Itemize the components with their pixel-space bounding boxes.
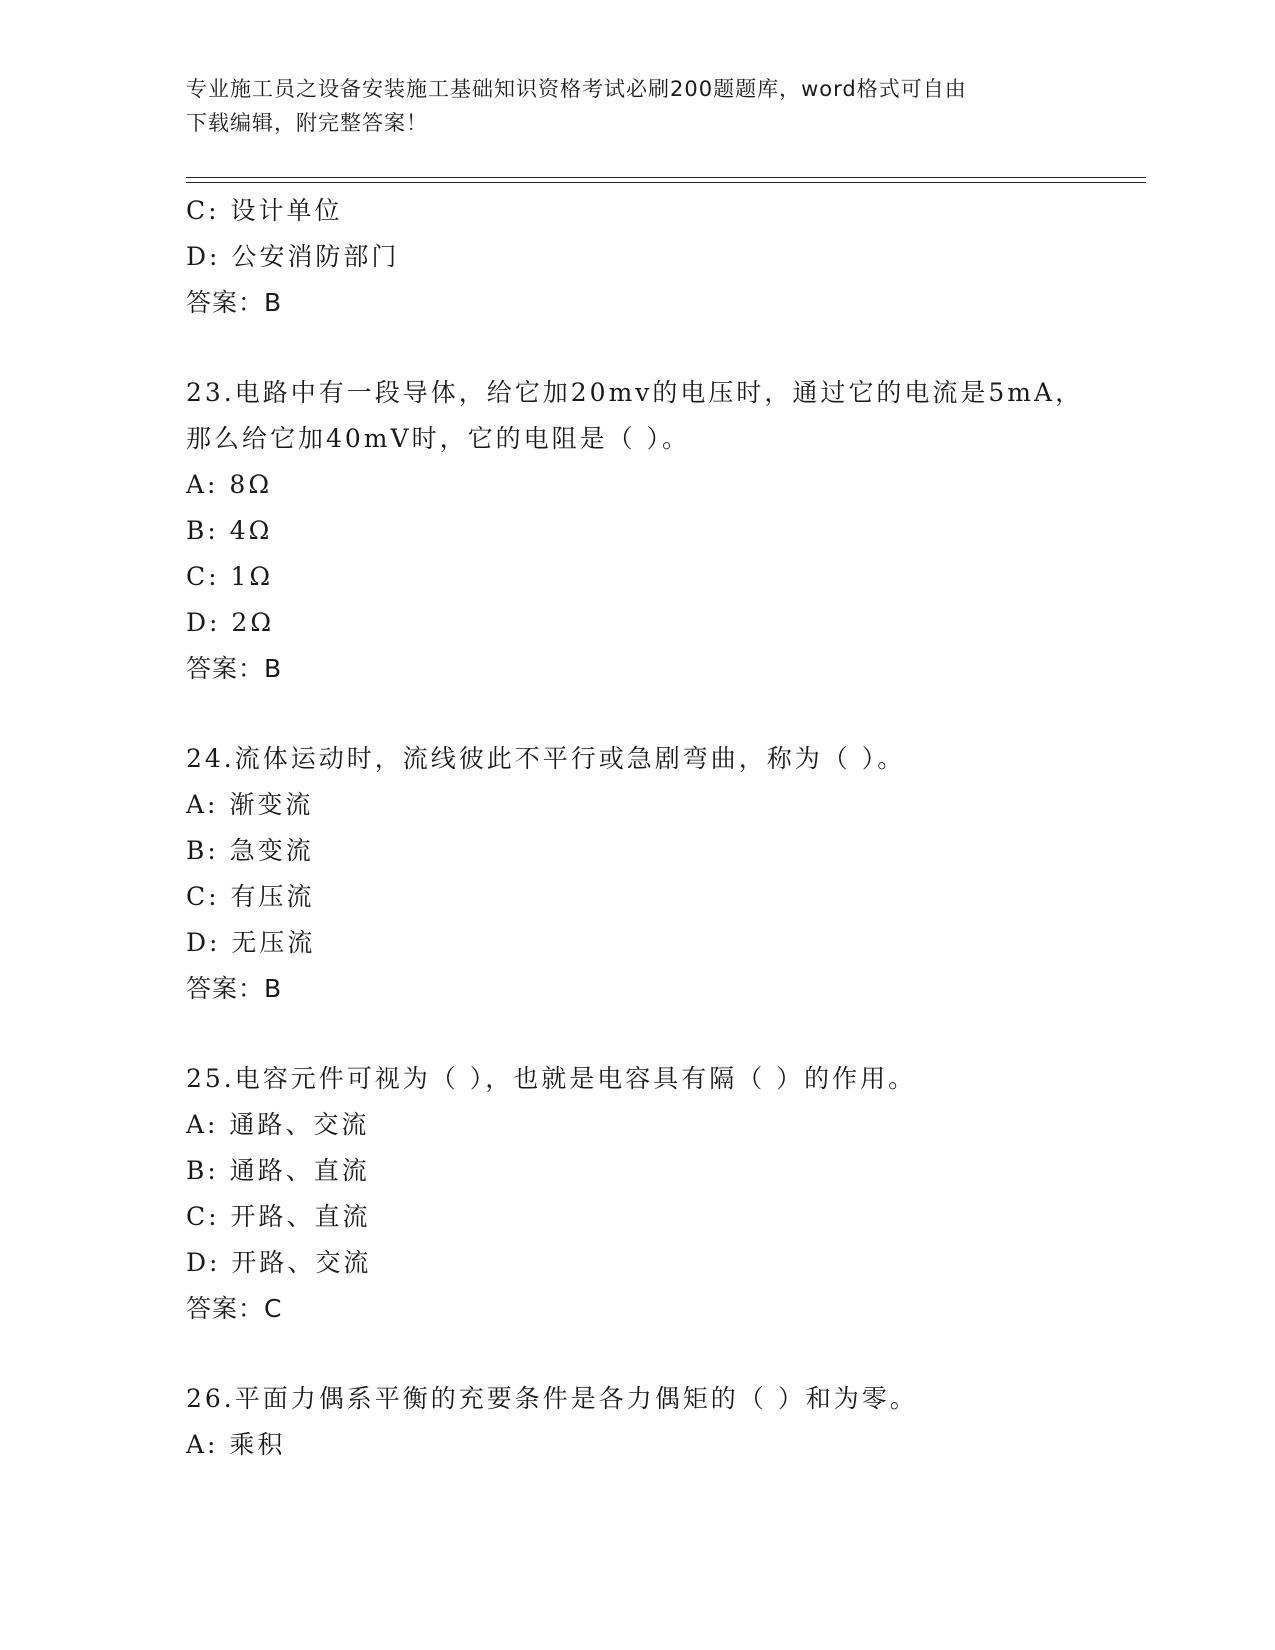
- option-c: C: 开路、直流: [186, 1202, 371, 1231]
- option-d: D: 公安消防部门: [186, 242, 400, 271]
- question-stem: 24.流体运动时，流线彼此不平行或急剧弯曲，称为（ ）。: [186, 744, 906, 773]
- answer: 答案：B: [186, 974, 283, 1003]
- question-stem: 23.电路中有一段导体，给它加20mv的电压时，通过它的电流是5mA，: [186, 378, 1084, 407]
- header-divider-top: [186, 177, 1146, 178]
- option-a: A: 渐变流: [186, 790, 314, 819]
- option-b: B: 通路、直流: [186, 1156, 370, 1185]
- option-b: B: 急变流: [186, 836, 314, 865]
- option-d: D: 2Ω: [186, 608, 275, 637]
- question-22-tail: [186, 188, 1146, 326]
- header-divider-bottom: [186, 182, 1146, 183]
- answer: 答案：B: [186, 654, 283, 683]
- option-c: C: 设计单位: [186, 196, 343, 225]
- option-c: C: 1Ω: [186, 562, 274, 591]
- question-list: [186, 188, 1146, 1468]
- option-a: A: 通路、交流: [186, 1110, 370, 1139]
- option-d: D: 开路、交流: [186, 1248, 372, 1277]
- question-23: [186, 370, 1146, 692]
- question-stem: 25.电容元件可视为（ ），也就是电容具有隔（ ）的作用。: [186, 1064, 917, 1093]
- header-line-2: 下载编辑，附完整答案！: [186, 111, 428, 135]
- option-a: A: 乘积: [186, 1430, 286, 1459]
- option-d: D: 无压流: [186, 928, 316, 957]
- document-header: [186, 72, 1066, 140]
- question-stem-cont: 那么给它加40mV时，它的电阻是（ ）。: [186, 424, 691, 453]
- answer: 答案：B: [186, 288, 283, 317]
- header-line-1: 专业施工员之设备安装施工基础知识资格考试必刷200题题库，word格式可自由: [186, 77, 967, 101]
- option-b: B: 4Ω: [186, 516, 273, 545]
- question-stem: 26.平面力偶系平衡的充要条件是各力偶矩的（ ）和为零。: [186, 1384, 918, 1413]
- question-24: [186, 736, 1146, 1012]
- question-26: [186, 1376, 1146, 1468]
- option-c: C: 有压流: [186, 882, 315, 911]
- answer: 答案：C: [186, 1294, 283, 1323]
- question-25: [186, 1056, 1146, 1332]
- option-a: A: 8Ω: [186, 470, 273, 499]
